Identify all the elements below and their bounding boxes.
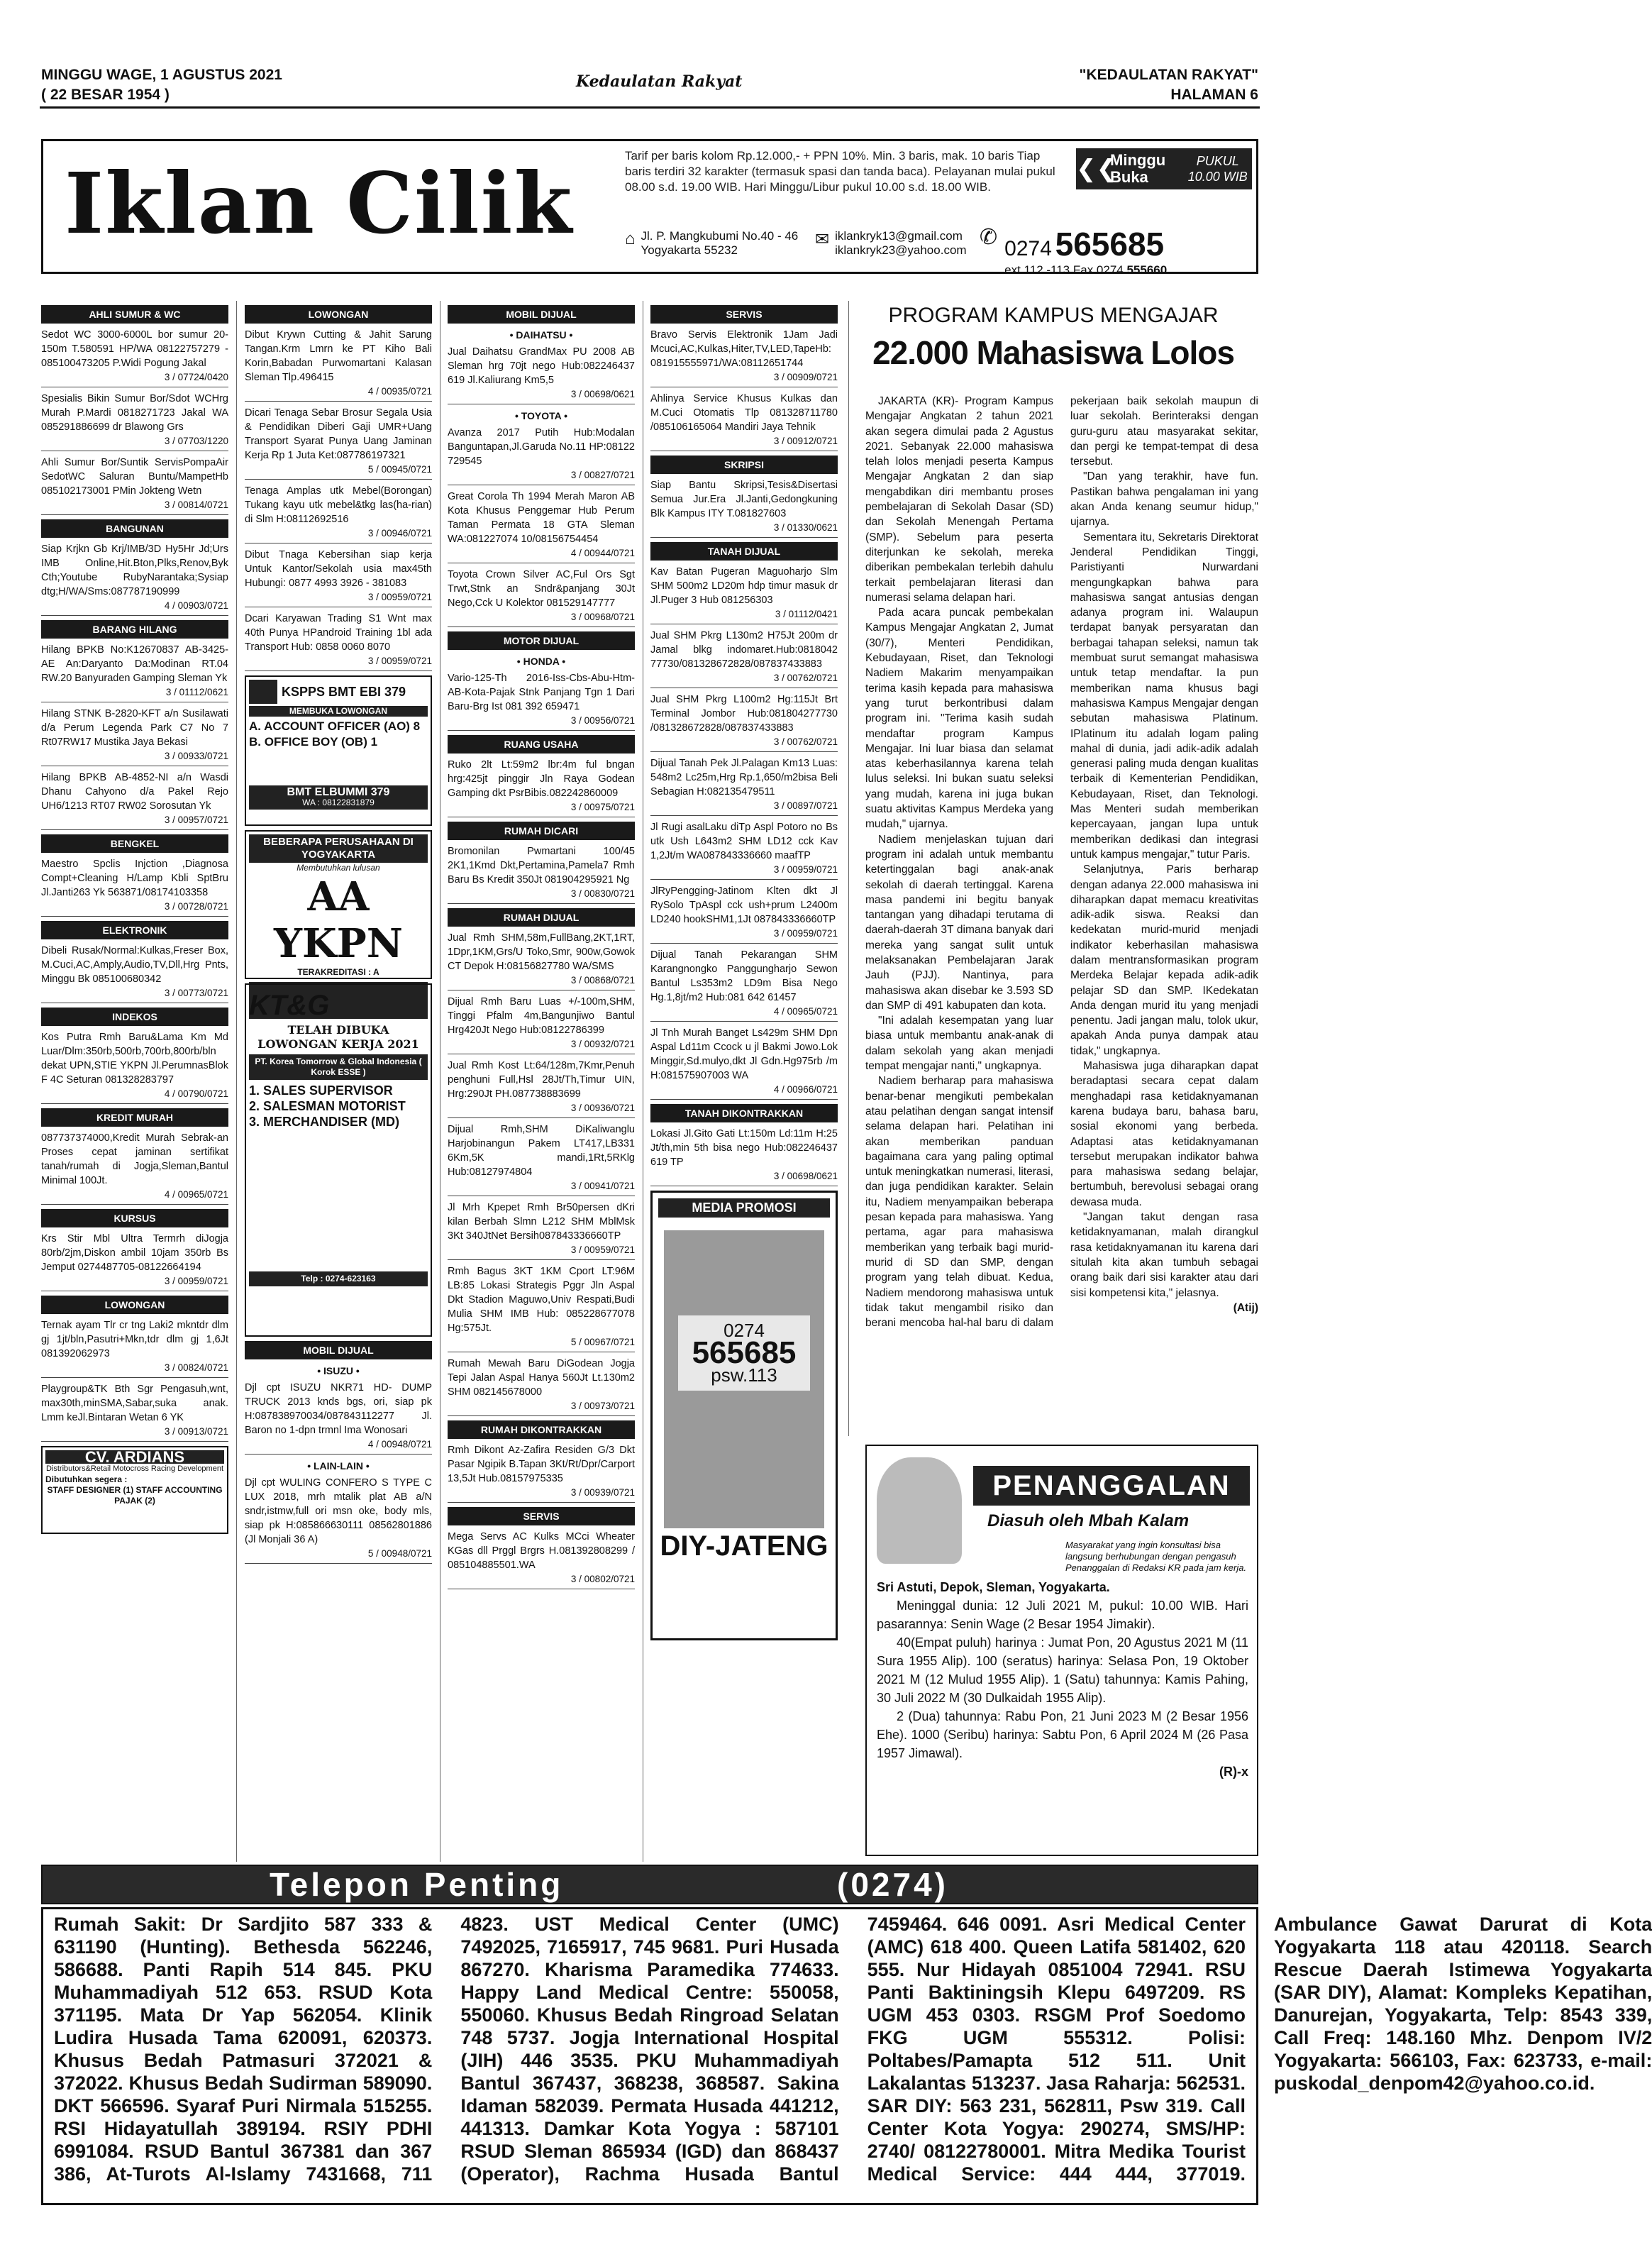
ktg-job-ad <box>245 983 432 1337</box>
page-info <box>1080 65 1258 105</box>
section-heading: TANAH DIJUAL <box>650 542 838 561</box>
cv-positions: STAFF DESIGNER (1) STAFF ACCOUNTING PAJAK (2) <box>47 1485 223 1506</box>
ad-code: 3 / 00968/0721 <box>448 610 635 627</box>
ad-code: 4 / 00935/0721 <box>245 385 432 402</box>
classified-ad: Maestro Spclis Injction ,Diagnosa Compt+Cleaning H/Lamp Kbli SptBru Jl.Janti263 Yk 563871/08174103358 <box>41 859 228 898</box>
classified-ad: Hilang BPKB AB-4852-NI a/n Wasdi Dhanu Cahyono d/a Pakel Rejo UH6/1213 RT07 RW02 Sorosutan Yk <box>41 772 228 812</box>
phone-numbers <box>1004 225 1167 277</box>
ad-code: 3 / 00959/0721 <box>41 1274 228 1291</box>
penanggalan-body <box>877 1578 1248 1781</box>
classified-ad: Jual Rmh Kost Lt:64/128m,7Kmr,Penuh penghuni Full,Hsl 28Jt/Th,Timur UIN, Hrg:290Jt PH.087738883699 <box>448 1060 635 1100</box>
columnist-photo <box>877 1457 962 1564</box>
classified-ad: Jl Tnh Murah Banget Ls429m SHM Dpn Aspal Ld11m Ccock u jl Bakmi Jowo.Lok Minggir,Sd.mulyo,dkt Jl Gdn.Hg975rb /m H:081575907003 WA <box>650 1027 838 1081</box>
ad-code: 3 / 00773/0721 <box>41 986 228 1003</box>
ad-code: 3 / 00830/0721 <box>448 887 635 904</box>
ktg-position: 2. SALESMAN MOTORIST <box>249 1099 406 1113</box>
pukul-label: PUKUL 10.00 WIB <box>1187 154 1248 184</box>
ktg-open: TELAH DIBUKA LOWONGAN KERJA 2021 <box>257 1023 419 1051</box>
section-heading: RUMAH DIKONTRAKKAN <box>448 1420 635 1439</box>
classified-ad: Ahli Sumur Bor/Suntik ServisPompaAir SedotWC Saluran Buntu/MampetHb 085102173001 PMin Jokteng Wetn <box>41 457 228 497</box>
classified-ad: Jual Rmh SHM,58m,FullBang,2KT,1RT, 1Dpr,1KM,Grs/U Toko,Smr, 900w,Gowok CT Depok H:08156827780 WA/SMS <box>448 932 635 972</box>
classified-ad: Dijual Rmh Baru Luas +/-100m,SHM, Tinggi Pfalm 4m,Bangunjiwo Bantul Hrg420Jt Nego Hub:08122786399 <box>448 996 635 1036</box>
classifieds-column-4 <box>650 301 838 1645</box>
iklan-cilik-banner <box>41 139 1258 277</box>
media-number: 565685 <box>692 1335 797 1370</box>
section-heading: INDEKOS <box>41 1008 228 1026</box>
contact-row <box>625 225 1249 277</box>
arrow-icon: ❮❮ <box>1076 155 1116 182</box>
ad-code: 3 / 01330/0621 <box>650 521 838 538</box>
article-paragraph: "Jangan takut dengan rasa ketidaknyamanan, malah dirangkul rasa ketidaknyamanan itu karena dari situlah kita akan tumbuh sebagai orang baik dari sisi karakter atau dari sisi kompetensi kita," jelasnya. <box>1070 1211 1258 1299</box>
classified-ad: Jual Daihatsu GrandMax PU 2008 AB Sleman hrg 70jt nego Hub:082246437 619 Jl.Kaliurang Km5,5 <box>448 346 635 386</box>
ad-code: 3 / 00868/0721 <box>448 973 635 990</box>
classified-ad: Jual SHM Pkrg L130m2 H75Jt 200m dr Jamal blkg indomaret.Hub:0818042 77730/081328672828/087837433883 <box>650 630 838 670</box>
banner-title: Iklan Cilik <box>65 154 574 253</box>
classified-ad: Krs Stir Mbl Ultra Termrh diJogja 80rb/2jm,Diskon ambil 10jam 350rb Bs Jemput 0274487705-08122664194 <box>41 1233 228 1273</box>
ad-code: 3 / 00956/0721 <box>448 714 635 731</box>
classified-ad: Ternak ayam Tlr cr tng Laki2 mkntdr dlm gj 1jt/bln,Pasutri+Mkn,tdr dlm gj 1,6Jt 081392062973 <box>41 1320 228 1359</box>
classified-ad: Rmh Bagus 3KT 1KM Cport LT:96M LB:85 Lokasi Strategis Pggr Jln Aspal Dkt Stadion Maguwo,Univ Respati,Budi Mulia SHM IMB Hub: 085228677078 Hg:575Jt. <box>448 1266 635 1334</box>
bmt-positions: A. ACCOUNT OFFICER (AO) 8 B. OFFICE BOY (OB) 1 <box>249 719 421 749</box>
classified-ad: Great Corola Th 1994 Merah Maron AB Kota Khusus Penggemar Hub Perum Taman Permata 18 GTA Sleman WA:081227074 10/08156754454 <box>448 491 635 545</box>
section-heading: RUMAH DIJUAL <box>448 908 635 927</box>
penanggalan-paragraph: 2 (Dua) tahunnya: Rabu Pon, 21 Juni 2023 M (2 Besar 1956 Ehe). 1000 (Seribu) harinya: Sabtu Pon, 6 April 2024 M (26 Pasa 1957 Jimawal). <box>877 1709 1248 1760</box>
article-paragraph: "Dan yang terakhir, have fun. Pastikan bahwa pengalaman ini yang akan Anda kenang seumur hidup," ujarnya. <box>1070 470 1258 529</box>
cv-subtitle: Distributors&Retail Motocross Racing Development <box>45 1464 224 1473</box>
sub-heading: • ISUZU • <box>317 1365 360 1376</box>
article-paragraph: "Ini adalah kesempatan yang luar biasa untuk membantu anak-anak di dalam sekolah yang akan menjadi tempat mengajar nanti," ungkapnya. <box>865 1015 1053 1073</box>
ad-code: 4 / 00903/0721 <box>41 599 228 616</box>
article-paragraph: Sementara itu, Sekretaris Direktorat Jenderal Pendidikan Tinggi, Paristiyanti Nurwardani mengungkapkan bahwa para mahasiswa sangat antusias dengan adanya program ini. Walaupun terdapat banyak persyaratan dan berbagai tahapan seleksi, namun tak membuat surut semangat mahasiswa untuk tetap mendaftar. Ia pun memberikan nama khusus bagi mahasiswa Kampus Mengajar dengan sebutan mahasiswa Platinum. IPlatinum itu adalah logam paling mahal di dunia, jadi adik-adik adalah generasi paling muda dengan kualitas terbaik di Kementerian Pendidikan, Kebudayaan, Riset, dan Teknologi. Mas Menteri sudah memberikan kepercayaan, jangan lupa untuk memberikan dedikasi dan integrasi untuk kampus mengajar," tutur Paris. <box>1070 531 1258 861</box>
section-heading: MOTOR DIJUAL <box>448 631 635 650</box>
ad-code: 3 / 07724/0420 <box>41 370 228 387</box>
ad-code: 4 / 00790/0721 <box>41 1087 228 1104</box>
media-area: 0274 <box>724 1320 765 1341</box>
ktg-position: 1. SALES SUPERVISOR <box>249 1083 393 1098</box>
ad-code: 3 / 00728/0721 <box>41 900 228 917</box>
classified-ad: Mega Servs AC Kulks MCci Wheater KGas dll Prggl Brgrs H.081392808299 / 085104885501.WA <box>448 1531 635 1571</box>
email-1[interactable]: iklankryk13@gmail.com <box>835 229 963 243</box>
classified-ad: Jl Rugi asalLaku diTp Aspl Potoro no Bs utk Ush L643m2 SHM LD12 cck Kav 1,2Jt/m WA087843336660 maafTP <box>650 822 838 861</box>
penanggalan-sub: Diasuh oleh Mbah Kalam <box>987 1511 1190 1530</box>
tarif-info: Tarif per baris kolom Rp.12.000,- + PPN 10%. Min. 3 baris, mak. 10 baris Tiap baris terdiri 32 karakter (termasuk spasi dan tanda baca). Pelayanan mulai pukul 08.00 s.d. 19.00 WIB. Hari Minggu/Libur pukul 10.00 s.d. 18.00 WIB. <box>625 149 1055 194</box>
ad-code: 3 / 00912/0721 <box>650 434 838 451</box>
classified-ad: Bravo Servis Elektronik 1Jam Jadi Mcuci,AC,Kulkas,Hiter,TV,LED,TapeHb: 081915555971/WA:08112651744 <box>650 329 838 369</box>
header-divider <box>40 106 1260 109</box>
article-paragraph: Nadiem berharap para mahasiswa benar-benar mengikuti pembekalan atau pelatihan dengan sangat intensif selama delapan hari. Pelatihan ini akan memberikan panduan bagaimana cara yang paling optimal untuk meningkatkan numerasi, literasi, dan juga pendidikan karakter. Selain itu, Nadiem menyampaikan beberapa pesan kepada para mahasiswa. Yang pertama, agar para mahasiswa memberikan yang terbaik bagi murid-murid di SD dan SMP, dengan program yang telah dibuat. Kedua, Nadiem mendorong mahasiswa untuk tidak takut mengambil risiko dan berani mencoba hal-hal baru di dalam pekerjaan baik sekolah maupun di luar sekolah. Berinteraksi dengan guru-guru atau masyarakat sekitar, dan pergi ke tempat-tempat di desa tersebut. <box>865 395 1258 1330</box>
penanggalan-title: PENANGGALAN <box>973 1466 1250 1506</box>
ad-code: 3 / 00802/0721 <box>448 1572 635 1589</box>
ad-code: 3 / 00913/0721 <box>41 1425 228 1442</box>
email-list <box>835 229 966 258</box>
classified-ad: Siap Bantu Skripsi,Tesis&Disertasi Semua Jur.Era Jl.Janti,Gedongkuning Blk Kampus ITY T.081827603 <box>650 480 838 519</box>
section-heading: AHLI SUMUR & WC <box>41 305 228 324</box>
ad-code: 3 / 00959/0721 <box>650 927 838 944</box>
article-paragraph: JAKARTA (KR)- Program Kampus Mengajar Angkatan 2 tahun 2021 akan segera dimulai pada 2 Agustus 2021. Sebanyak 22.000 mahasiswa telah lolos menjadi peserta Kampus Mengajar Angkatan 2 dan siap mengabdikan diri membantu proses pembelajaran di Sekolah Dasar (SD) dan Sekolah Menengah Pertama (SMP). Sebelum para peserta diterjunkan ke sekolah, mereka diberikan pembekalan terlebih dahulu terkait pembelajaran literasi dan numerasi selama delapan hari. <box>865 395 1053 604</box>
section-heading: BANGUNAN <box>41 519 228 538</box>
classified-ad: Kav Batan Pugeran Maguoharjo Slm SHM 500m2 LD20m hdp timur masuk dr Jl.Puger 3 Hub 081256303 <box>650 566 838 606</box>
home-icon: ⌂ <box>625 229 636 248</box>
sub-heading: • TOYOTA • <box>514 410 568 421</box>
masthead-logo: Kedaulatan Rakyat <box>576 72 743 91</box>
article-title: 22.000 Mahasiswa Lolos <box>872 334 1234 371</box>
section-heading: TANAH DIKONTRAKKAN <box>650 1104 838 1122</box>
telepon-penting-title: Telepon Penting <box>270 1866 564 1903</box>
ad-code: 3 / 00959/0721 <box>448 1243 635 1260</box>
phone-area: 0274 <box>1004 237 1052 260</box>
ktg-position: 3. MERCHANDISER (MD) <box>249 1115 400 1129</box>
classified-ad: Rmh Dikont Az-Zafira Residen G/3 Dkt Pasar Ngipik B.Tapan 3Kt/Rt/Dpr/Carport 13,5Jt Hub.08157975335 <box>448 1445 635 1484</box>
ad-code: 4 / 00948/0721 <box>245 1437 432 1455</box>
classified-ad: Hilang STNK B-2820-KFT a/n Susilawati d/a Perum Legenda Park C7 No 7 Rt07RW17 Mustika Jaya Bekasi <box>41 708 228 748</box>
phone-icon: ✆ <box>980 226 998 249</box>
bmt-wa: WA : 08122831879 <box>302 797 375 807</box>
cv-ardians-ad <box>41 1446 228 1534</box>
article-paragraph: Selanjutnya, Paris berharap dengan adanya 22.000 mahasiswa ini diharapkan dapat memacu kreativitas adik-adik siswa. Reaksi dan kedekatan murid-murid menjadi indikator keberhasilan mahasiswa dalam mentransformasikan program Merdeka Belajar kepada adik-adik pelajar SD dan SMP. IKedekatan Anda dengan murid itu yang menjadi penentu. Jadi jangan malu, tolok ukur, apakah Anda punya dampak atau tidak," ungkapnya. <box>1070 863 1258 1057</box>
ykpn-heading: BEBERAPA PERUSAHAAN DI YOGYAKARTA <box>249 834 428 863</box>
classifieds-column-3 <box>448 301 635 1594</box>
ad-code: 3 / 07703/1220 <box>41 434 228 451</box>
classified-ad: Toyota Crown Silver AC,Ful Ors Sgt Trwt,Stnk an Sndr&panjang 30Jt Nego,Cck U Kolektor 081529147777 <box>448 569 635 609</box>
section-heading: RUANG USAHA <box>448 735 635 754</box>
ktg-phone: Telp : 0274-623163 <box>249 1271 428 1286</box>
classified-ad: Jual SHM Pkrg L100m2 Hg:115Jt Brt Terminal Jombor Hub:081804277730 /081328672828/087837433883 <box>650 694 838 734</box>
ykpn-akreditasi: TERAKREDITASI : A <box>297 967 379 977</box>
section-heading: SERVIS <box>448 1507 635 1525</box>
date-jawa: ( 22 BESAR 1954 ) <box>41 87 170 103</box>
ad-code: 3 / 00897/0721 <box>650 799 838 816</box>
classified-ad: 087737374000,Kredit Murah Sebrak-an Proses cepat jaminan sertifikat tanah/rumah di Jogja,Sleman,Bantul Minimal 100Jt. <box>41 1132 228 1186</box>
section-heading: BENGKEL <box>41 834 228 853</box>
classifieds-column-2 <box>245 301 432 1568</box>
classified-ad: Dijual Tanah Pekarangan SHM Karangnongko Panggungharjo Sewon Bantul Ls353m2 LD9m Bisa Nego Hg.1,8jt/m2 Hub:081 642 61457 <box>650 949 838 1003</box>
ad-code: 3 / 00946/0721 <box>245 526 432 543</box>
classified-ad: Siap Krjkn Gb Krj/IMB/3D Hy5Hr Jd;Urs IMB Online,Hit.Bton,Plks,Renov,Byk Cth;Youtube RubyNarantaka;Sysiap dtg;H/WA/Sms:087787190999 <box>41 543 228 597</box>
section-heading: KURSUS <box>41 1209 228 1227</box>
media-region: DIY-JATENG <box>660 1530 828 1562</box>
classified-ad: Lokasi Jl.Gito Gati Lt:150m Ld:11m H:25 Jt/th,min 5th bisa nego Hub:082246437 619 TP <box>650 1128 838 1168</box>
classified-ad: Dcari Karyawan Trading S1 Wnt max 40th Punya HPandroid Training 1bl ada Transport Hub: 0858 0060 8070 <box>245 613 432 653</box>
bmt-logo-icon <box>249 680 277 704</box>
section-heading: SERVIS <box>650 305 838 324</box>
fax-number: 555660 <box>1126 263 1168 277</box>
ad-code: 3 / 00814/0721 <box>41 498 228 515</box>
ad-code: 3 / 00939/0721 <box>448 1486 635 1503</box>
article-signoff: (Atij) <box>1233 1301 1258 1314</box>
email-2[interactable]: iklankryk23@yahoo.com <box>835 243 967 257</box>
ad-code: 3 / 00933/0721 <box>41 749 228 766</box>
article-paragraph: Pada acara puncak pembekalan Kampus Mengajar Angkatan 2, Jumat (30/7), Menteri Pendidikan, Kebudayaan, Riset, dan Teknologi Nadiem Makarim menyampaikan terima kasih kepada para mahasiswa yang turut berkontribusi dalam program ini. "Terima kasih sudah mendaftar program Kampus Mengajar. Ini luar biasa dan selamat atas keberhasilannya karena telah lulus seleksi. Ini bukan suatu seleksi yang mudah, karena ini juga bukan suatu aktivitas Kampus Merdeka yang mudah," ujarnya. <box>865 607 1053 831</box>
telepon-penting-bar <box>41 1865 1258 1904</box>
ad-code: 3 / 00957/0721 <box>41 813 228 830</box>
media-title: MEDIA PROMOSI <box>658 1198 830 1218</box>
classifieds-column-1 <box>41 301 228 1538</box>
penanggalan-paragraph: 40(Empat puluh) harinya : Jumat Pon, 20 Agustus 2021 M (11 Sura 1955 Alip). 100 (seratus) harinya: Selasa Pon, 19 Oktober 2021 M (12 Mulud 1955 Alip). 1 (Satu) tahunnya: Kamis Pahing, 30 Juli 2022 M (30 Dulkaidah 1955 Alip). <box>877 1635 1248 1705</box>
classified-ad: Rumah Mewah Baru DiGodean Jogja Tepi Jalan Aspal Hanya 560Jt Lt.130m2 SHM 082145678000 <box>448 1358 635 1398</box>
section-heading: BARANG HILANG <box>41 620 228 639</box>
penanggalan-paragraph: Meninggal dunia: 12 Juli 2021 M, pukul: 10.00 WIB. Hari pasarannya: Senin Wage (2 Besar 1954 Jimakir). <box>877 1599 1248 1631</box>
bmt-title: KSPPS BMT EBI 379 <box>282 685 406 699</box>
ktg-requirements <box>249 1130 428 1271</box>
cv-title: CV. ARDIANS <box>45 1450 224 1464</box>
ad-code: 4 / 00944/0721 <box>448 546 635 563</box>
classified-ad: Spesialis Bikin Sumur Bor/Sdot WCHrg Murah P.Mardi 0818271723 Jakal WA 085291886699 dr Blawong Grs <box>41 393 228 433</box>
classified-ad: Dijual Tanah Pek Jl.Palagan Km13 Luas: 548m2 Lc25m,Hrg Rp.1,650/m2bisa Beli Sebagian H:082135479511 <box>650 758 838 797</box>
article-body <box>865 394 1258 1437</box>
sub-heading: • DAIHATSU • <box>509 329 573 341</box>
aa-ykpn-ad <box>245 830 432 979</box>
phone-main: 565685 <box>1055 226 1165 263</box>
classified-ad: Kos Putra Rmh Baru&Lama Km Md Luar/Dlm:350rb,500rb,700rb,800rb/bln dekat UPN,STIE YKPN Jl.PerumnasBlok F 4C Seturan 081328283797 <box>41 1032 228 1086</box>
classified-ad: JlRyPengging-Jatinom Klten dkt Jl RySolo TpAspl cck ush+prum L2400m LD240 hookSHM1,1Jt 087843336660TP <box>650 885 838 925</box>
section-heading: LOWONGAN <box>245 305 432 324</box>
ad-code: 3 / 00909/0721 <box>650 370 838 387</box>
ykpn-logo: AA YKPN <box>274 873 403 967</box>
bmt-job-ad <box>245 675 432 826</box>
classified-ad: Ruko 2lt Lt:59m2 lbr:4m ful bngan hrg:425jt pinggir Jln Raya Godean Gamping dkt PsrBibis.082242860009 <box>448 759 635 799</box>
ad-code: 3 / 00762/0721 <box>650 735 838 752</box>
ad-code: 5 / 00967/0721 <box>448 1335 635 1352</box>
ad-code: 3 / 00936/0721 <box>448 1101 635 1118</box>
classified-ad: Jl Mrh Kpepet Rmh Br50persen dKri kilan Berbah Slmn L212 SHM MblMsk 3Kt 340JtNet Bersih087843336660TP <box>448 1202 635 1242</box>
sub-heading: • HONDA • <box>516 656 566 667</box>
paper-name: "KEDAULATAN RAKYAT" <box>1079 67 1258 83</box>
minggu-label: Minggu Buka <box>1110 151 1166 186</box>
section-heading: LOWONGAN <box>41 1296 228 1314</box>
classified-ad: Djl cpt ISUZU NKR71 HD- DUMP TRUCK 2013 knds bgs, ori, siap pk H:087838970034/087843112277 Jl. Baron no 1-dpn trmnl Ima Wonosari <box>245 1382 432 1436</box>
ad-code: 3 / 01112/0421 <box>650 607 838 624</box>
classified-ad: Sedot WC 3000-6000L bor sumur 20-150m T.580591 HP/WA 08122757279 - 085100473205 P.Widi Pogung Jakal <box>41 329 228 369</box>
ad-code: 3 / 01112/0621 <box>41 685 228 702</box>
classified-ad: Dibeli Rusak/Normal:Kulkas,Freser Box, M.Cuci,AC,Amply,Audio,TV,Dll,Hrg Pnts, Minggu Bk 085100680342 <box>41 945 228 985</box>
ad-code: 4 / 00966/0721 <box>650 1083 838 1100</box>
article-kicker: PROGRAM KAMPUS MENGAJAR <box>888 304 1219 327</box>
penanggalan-box <box>865 1445 1258 1856</box>
classified-ad: Bromonilan Pwmartani 100/45 2K1,1Kmd Dkt,Pertamina,Pamela7 Rmh Baru Bs Kredit 350Jt 081904295921 Ng <box>448 846 635 885</box>
telepon-area-code: (0274) <box>837 1866 948 1903</box>
bmt-name: BMT ELBUMMI 379 <box>287 786 390 798</box>
media-phone-graphic <box>664 1230 824 1528</box>
classified-ad: Tenaga Amplas utk Mebel(Borongan) Tukang kayu utk mebel&tkg las(ha-rian) di Slm H:08112692516 <box>245 485 432 525</box>
phone-block <box>980 225 1249 277</box>
email-block <box>815 229 967 258</box>
email-icon: ✉ <box>815 230 830 249</box>
section-heading: MOBIL DIJUAL <box>448 305 635 324</box>
address-text: Jl. P. Mangkubumi No.40 - 46 Yogyakarta 55232 <box>641 229 799 257</box>
sub-heading: • LAIN-LAIN • <box>307 1460 370 1472</box>
section-heading: SKRIPSI <box>650 456 838 474</box>
classified-ad: Dicari Tenaga Sebar Brosur Segala Usia & Pendidikan Diberi Gaji UMR+Uang Transport Syarat Punya Uang Jaminan Kerja Rp 1 Juta Ket:087786197321 <box>245 407 432 461</box>
ktg-pt: PT. Korea Tomorrow & Global Indonesia ( Korok ESSE ) <box>249 1054 428 1080</box>
bmt-subtitle: MEMBUKA LOWONGAN <box>249 706 428 717</box>
ykpn-sub: Membutuhkan lulusan <box>296 863 380 873</box>
classified-ad: Hilang BPKB No:K12670837 AB-3425-AE An:Daryanto Da:Modinan RT.04 RW.20 Banyuraden Gamping Sleman Yk <box>41 644 228 684</box>
ad-code: 3 / 00975/0721 <box>448 800 635 817</box>
classified-ad: Playgroup&TK Bth Sgr Pengasuh,wnt, max30th,minSMA,Sabar,suka anak. Lmm keJl.Bintaran Wetan 6 YK <box>41 1384 228 1423</box>
ad-code: 3 / 00959/0721 <box>245 654 432 671</box>
classified-ad: Vario-125-Th 2016-Iss-Cbs-Abu-Htm-AB-Kota-Pajak Stnk Panjang Tgn 1 Dari Baru-Brg Ist 081 392 659471 <box>448 673 635 712</box>
cv-need: Dibutuhkan segera : <box>45 1474 128 1484</box>
section-heading: RUMAH DICARI <box>448 822 635 840</box>
ad-code: 4 / 00965/0721 <box>650 1005 838 1022</box>
column-rule <box>848 301 849 1436</box>
ad-code: 4 / 00965/0721 <box>41 1188 228 1205</box>
media-promosi-ad <box>650 1191 838 1640</box>
edition-date <box>41 65 282 105</box>
article-paragraph: Nadiem menjelaskan tujuan dari program ini adalah untuk membantu ketertinggalan bagi anak-anak sekolah di daerah tertinggal. Karena masa pandemi ini begitu banyak tantangan yang dihadapi terutama di daerah-daerah 3T dimana banyak dari mereka yang sangat sulit untuk melaksanakan Pembelajaran Jarak Jauh (PJJ). Nantinya, para mahasiswa akan disebar ke 3.593 SD dan SMP di 491 kabupaten dan kota. <box>865 833 1053 1012</box>
ad-code: 3 / 00932/0721 <box>448 1037 635 1054</box>
date-masehi: MINGGU WAGE, 1 AGUSTUS 2021 <box>41 67 282 83</box>
article-paragraph: Mahasiswa juga diharapkan dapat beradaptasi secara cepat dalam menghadapi rasa ketidaknyamanan karena budaya baru, bahasa baru, sosial ekonomi yang berbeda. Adaptasi atas ketidaknyamanan tersebut merupakan indikator bahwa para mahasiswa sedang belajar, bertumbuh, berevolusi sebagai orang dewasa muda. <box>1070 1060 1258 1208</box>
ad-code: 3 / 00941/0721 <box>448 1179 635 1196</box>
media-psw: psw.113 <box>711 1364 777 1386</box>
ad-code: 3 / 00824/0721 <box>41 1361 228 1378</box>
ad-code: 5 / 00945/0721 <box>245 463 432 480</box>
classified-ad: Djl cpt WULING CONFERO S TYPE C LUX 2018, mrh mtalik plat AB a/N sndr,istmw,full ori msn oke, body mls, siap pk H:085866630111 08562801886 (Jl Monjali 36 A) <box>245 1477 432 1545</box>
ktg-logo: KT&G <box>249 990 330 1021</box>
classified-ad: Dijual Rmh,SHM DiKaliwanglu Harjobinangun Pakem LT417,LB331 6Km,5K mandi,1Rt,5RKlg Hub:08127974804 <box>448 1124 635 1178</box>
section-heading: ELEKTRONIK <box>41 921 228 939</box>
ad-code: 5 / 00948/0721 <box>245 1547 432 1564</box>
column-rule <box>236 301 237 1862</box>
classified-ad: Dibut Tnaga Kebersihan siap kerja Untuk Kantor/Sekolah usia max45th Hubungi: 0877 4993 3926 - 381083 <box>245 549 432 589</box>
deceased-name: Sri Astuti, Depok, Sleman, Yogyakarta. <box>877 1580 1110 1594</box>
section-heading: MOBIL DIJUAL <box>245 1341 432 1359</box>
classified-ad: Avanza 2017 Putih Hub:Modalan Banguntapan,Jl.Garuda No.11 HP:08122 729545 <box>448 427 635 467</box>
ad-code: 3 / 00973/0721 <box>448 1399 635 1416</box>
minggu-buka-badge <box>1076 148 1252 189</box>
ad-code: 3 / 00762/0721 <box>650 671 838 688</box>
telepon-penting-list: Rumah Sakit: Dr Sardjito 587 333 & 631190 (Hunting). Bethesda 562246, 586688. Panti Rapih 514 845. PKU Muhammadiyah 512 653. RSUD Kota 371195. Mata Dr Yap 562054. Klinik Ludira Husada Tama 620091, 620373. Khusus Bedah Patmasuri 372021 & 372022. Khusus Bedah Sudirman 589090. DKT 566596. Syaraf Puri Nirmala 515255. RSI Hidayatullah 389194. RSIY PDHI 6991084. RSUD Bantul 367381 dan 367 386, At-Turots Al-Islamy 7431668, 711 4823. UST Medical Center (UMC) 7492025, 7165917, 745 9681. Puri Husada 867270. Kharisma Paramedika 774633. Happy Land Medical Centre: 550058, 550060. Khusus Bedah Ringroad Selatan 748 5737. Jogja International Hospital (JIH) 446 3535. PKU Muhammadiyah Bantul 367437, 368238, 368587. Sakina Idaman 582039. Permata Husada 441212, 441313. Damkar Kota Yogya : 587101 RSUD Sleman 865934 (IGD) dan 868437 (Operator), Rachma Husada Bantul 7459464. 646 0091. Asri Medical Center (AMC) 618 400. Queen Latifa 581402, 620 555. Nur Hidayah 0851004 72941. RSU Panti Baktiningsih Klepu 6497209. RS UGM 453 0303. RSGM Prof Soedomo FKG UGM 555312. Polisi: Poltabes/Pamapta 512 511. Unit Lakalantas 513237. Jasa Raharja: 562531. SAR DIY: 563 231, 562811, Psw 319. Call Center Kota Yogya: 290274, SMS/HP: 2740/ 08122780001. Mitra Medika Tourist Medical Service: 444 444, 377019. Ambulance Gawat Darurat di Kota Yogyakarta 118 atau 420118. Search Rescue Daerah Istimewa Yogyakarta (SAR DIY), Alamat: Kompleks Kepatihan, Danurejan, Yogyakarta, Telp: 8543 339, Call Freq: 148.160 Mhz. Denpom IV/2 Yogyakarta: 566103, Fax: 623733, e-mail: puskodal_denpom42@yahoo.co.id. <box>54 1914 1652 2185</box>
classified-ad: Ahlinya Service Khusus Kulkas dan M.Cuci Otomatis Tlp 081328711780 /085106165064 Mandiri Jaya Tehnik <box>650 393 838 433</box>
ad-code: 3 / 00827/0721 <box>448 468 635 485</box>
penanggalan-note: Masyarakat yang ingin konsultasi bisa langsung berhubungan dengan pengasuh Penanggalan di Redaksi KR pada jam kerja. <box>1065 1540 1247 1573</box>
ad-code: 3 / 00698/0621 <box>448 387 635 404</box>
page-number: HALAMAN 6 <box>1170 87 1258 103</box>
address-block <box>625 229 802 258</box>
ad-code: 3 / 00959/0721 <box>650 863 838 880</box>
penanggalan-signoff: (R)-x <box>1219 1765 1248 1779</box>
classified-ad: Dibut Krywn Cutting & Jahit Sarung Tangan.Krm Lmrn ke PT Kiho Bali Korin,Babadan Purwomartani Kalasan Sleman Tlp.496415 <box>245 329 432 383</box>
ad-code: 3 / 00959/0721 <box>245 590 432 607</box>
phone-ext: ext.112 -113 Fax.0274 <box>1004 263 1124 277</box>
ad-code: 3 / 00698/0621 <box>650 1169 838 1186</box>
section-heading: KREDIT MURAH <box>41 1108 228 1127</box>
